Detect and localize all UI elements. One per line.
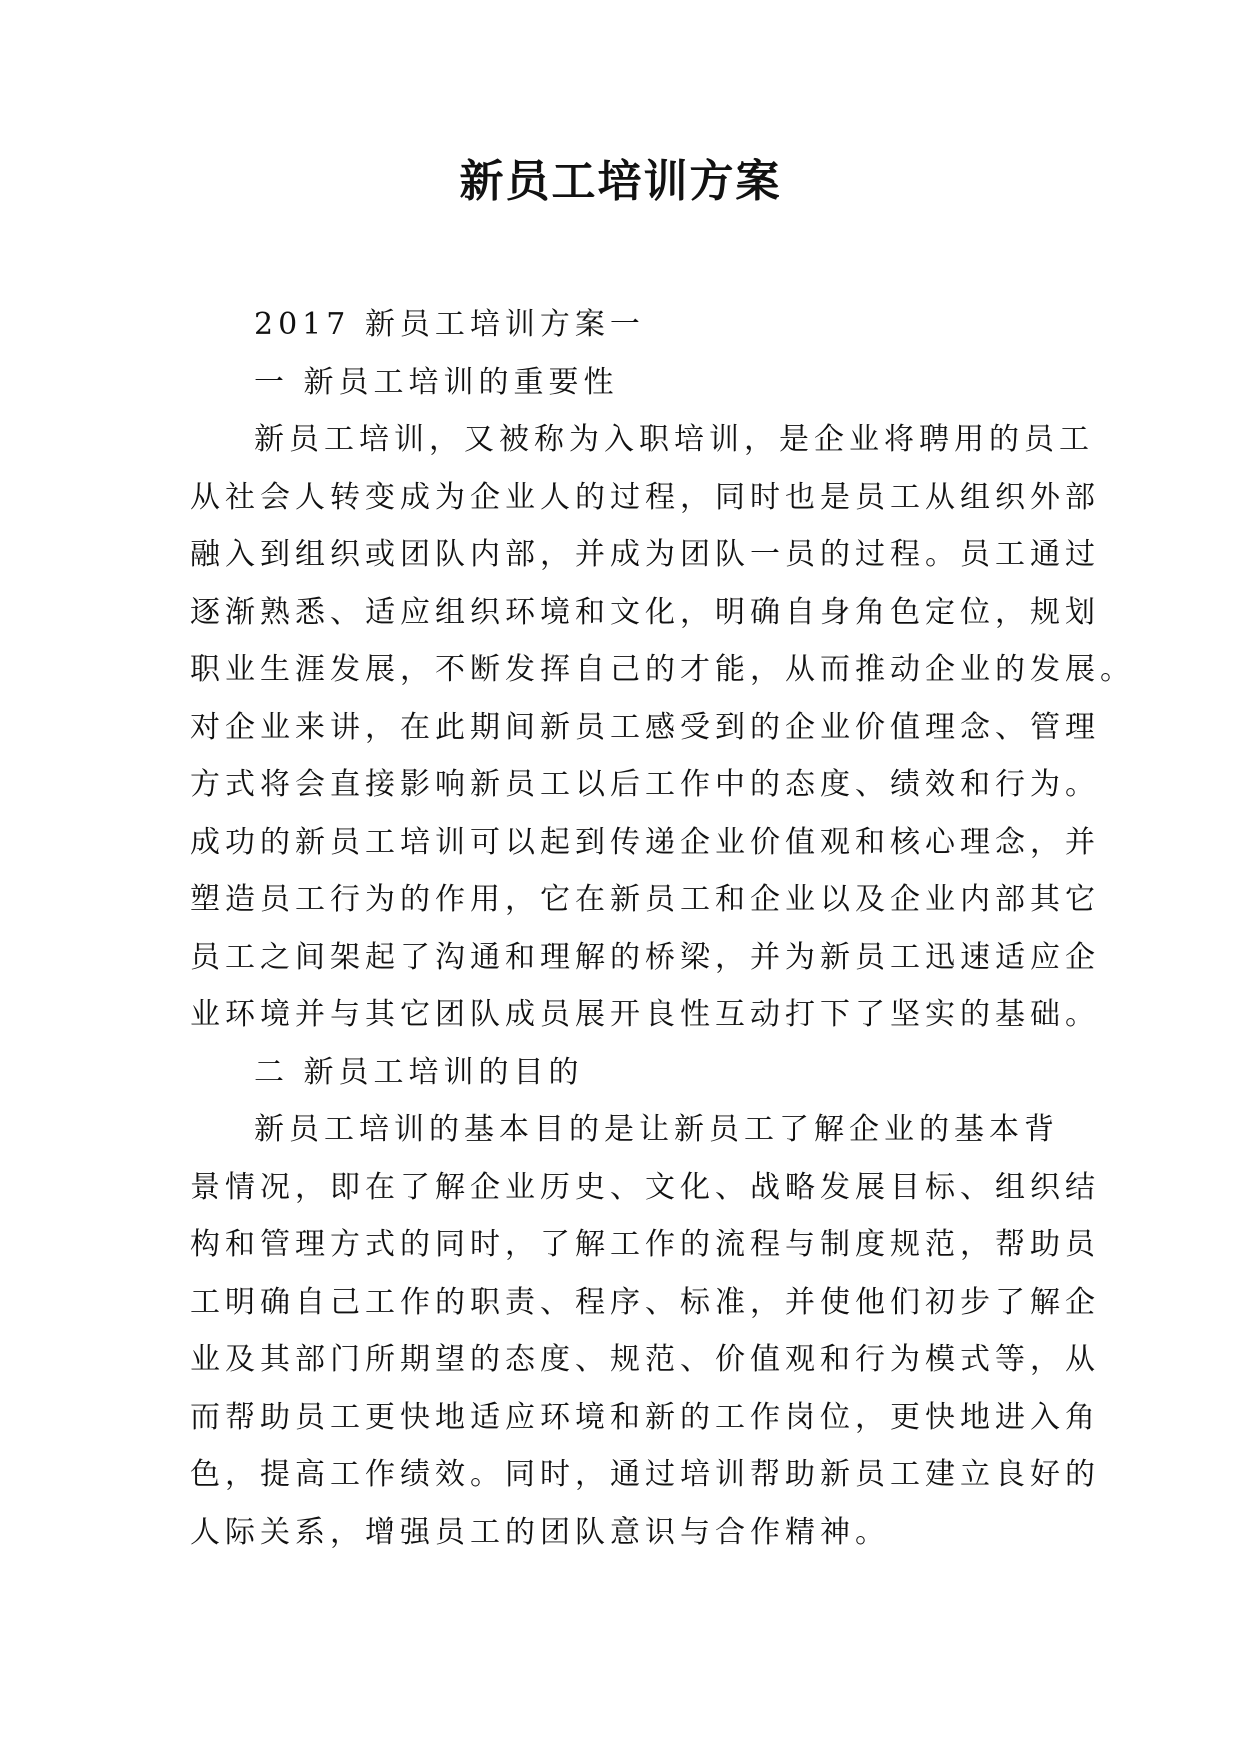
document-title: 新员工培训方案 bbox=[459, 156, 782, 207]
text-line: 2017 新员工培训方案一 bbox=[254, 307, 645, 342]
text-line: 塑造员工行为的作用，它在新员工和企业以及企业内部其它 bbox=[190, 882, 1100, 917]
text-line: 成功的新员工培训可以起到传递企业价值观和核心理念，并 bbox=[190, 824, 1100, 860]
text-line: 新员工培训，又被称为入职培训，是企业将聘用的员工 bbox=[254, 422, 1094, 457]
document-body bbox=[190, 296, 1135, 1561]
text-line: 从社会人转变成为企业人的过程，同时也是员工从组织外部 bbox=[190, 479, 1100, 515]
text-line: 景情况，即在了解企业历史、文化、战略发展目标、组织结 bbox=[190, 1169, 1100, 1205]
text-line: 业及其部门所期望的态度、规范、价值观和行为模式等，从 bbox=[190, 1342, 1100, 1377]
text-line: 对企业来讲，在此期间新员工感受到的企业价值理念、管理 bbox=[190, 709, 1100, 745]
text-line: 方式将会直接影响新员工以后工作中的态度、绩效和行为。 bbox=[190, 767, 1100, 802]
text-line: 二 新员工培训的目的 bbox=[254, 1054, 584, 1090]
text-line: 工明确自己工作的职责、程序、标准，并使他们初步了解企 bbox=[190, 1284, 1100, 1320]
text-line: 新员工培训的基本目的是让新员工了解企业的基本背 bbox=[254, 1112, 1059, 1147]
text-line: 而帮助员工更快地适应环境和新的工作岗位，更快地进入角 bbox=[190, 1399, 1100, 1435]
text-line: 职业生涯发展，不断发挥自己的才能，从而推动企业的发展。 bbox=[190, 652, 1135, 687]
text-line: 构和管理方式的同时，了解工作的流程与制度规范，帮助员 bbox=[190, 1227, 1100, 1262]
text-line: 业环境并与其它团队成员展开良性互动打下了坚实的基础。 bbox=[190, 997, 1100, 1032]
text-line: 员工之间架起了沟通和理解的桥梁，并为新员工迅速适应企 bbox=[190, 939, 1100, 975]
text-line: 一 新员工培训的重要性 bbox=[254, 364, 619, 400]
text-line: 融入到组织或团队内部，并成为团队一员的过程。员工通过 bbox=[190, 537, 1100, 572]
text-line: 人际关系，增强员工的团队意识与合作精神。 bbox=[190, 1514, 890, 1550]
text-line: 逐渐熟悉、适应组织环境和文化，明确自身角色定位，规划 bbox=[190, 594, 1100, 630]
text-line: 色，提高工作绩效。同时，通过培训帮助新员工建立良好的 bbox=[190, 1457, 1100, 1492]
